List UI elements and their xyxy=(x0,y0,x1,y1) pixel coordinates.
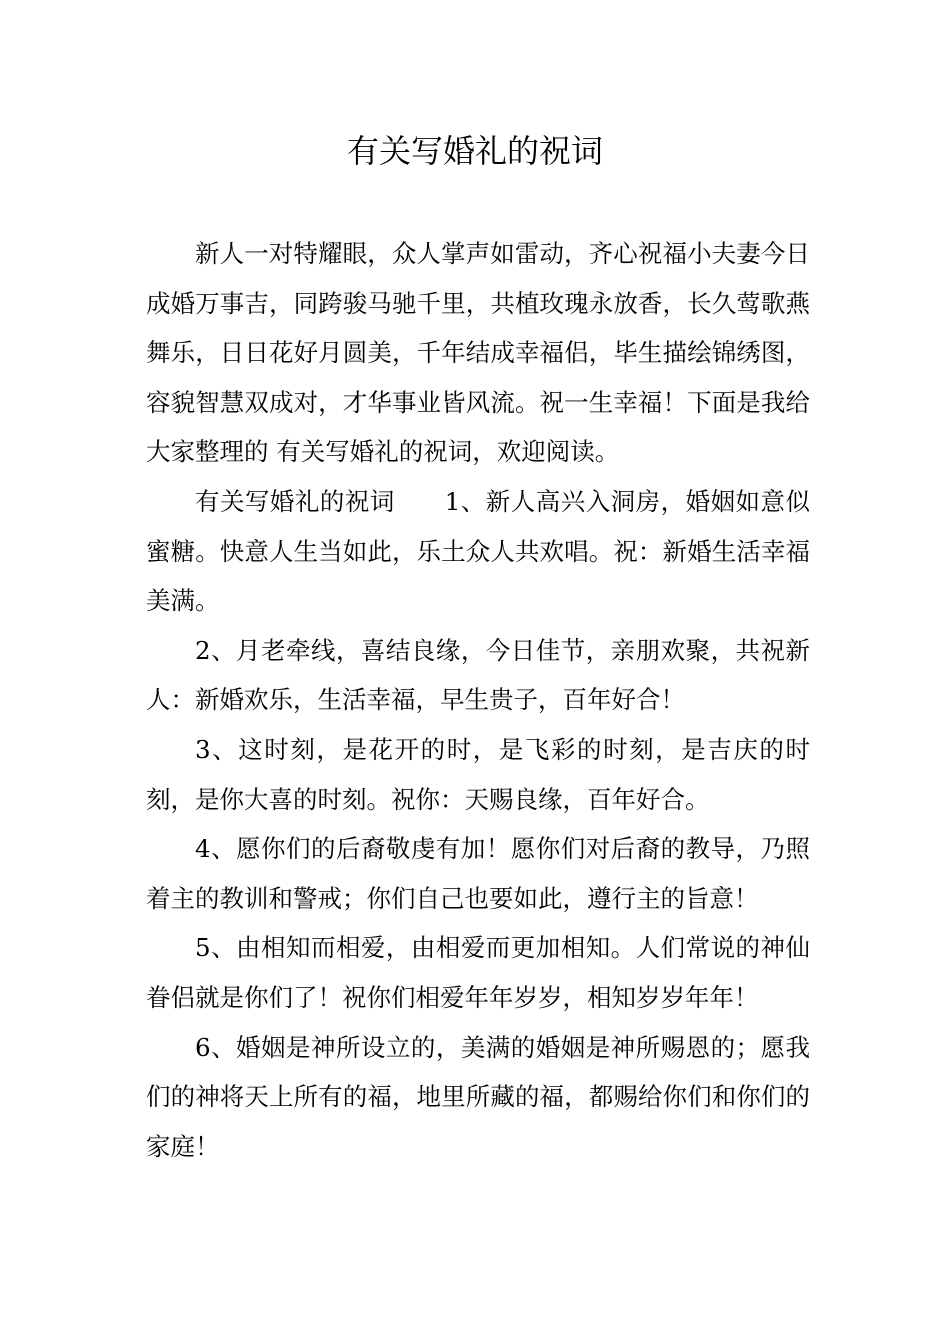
paragraph-wish-3: 3、这时刻，是花开的时，是飞彩的时刻，是吉庆的时刻，是你大喜的时刻。祝你：天赐良缘，百年好合。 xyxy=(146,734,810,814)
paragraph-intro: 新人一对特耀眼，众人掌声如雷动，齐心祝福小夫妻今日成婚万事吉，同跨骏马驰千里，共植玫瑰永放香，长久莺歌燕舞乐，日日花好月圆美，千年结成幸福侣，毕生描绘锦绣图，容貌智慧双成对，才华事业皆风流。祝一生幸福！下面是我给大家整理的 有关写婚礼的祝词，欢迎阅读。 xyxy=(146,239,810,467)
paragraph-wish-1: 有关写婚礼的祝词 1、新人高兴入洞房，婚姻如意似蜜糖。快意人生当如此，乐土众人共欢唱。祝：新婚生活幸福美满。 xyxy=(146,486,810,616)
document-title: 有关写婚礼的祝词 xyxy=(346,132,603,170)
document-body xyxy=(146,229,810,1171)
paragraph-wish-6: 6、婚姻是神所设立的，美满的婚姻是神所赐恩的；愿我们的神将天上所有的福，地里所藏的福，都赐给你们和你们的家庭！ xyxy=(146,1032,810,1161)
paragraph-wish-4: 4、愿你们的后裔敬虔有加！愿你们对后裔的教导，乃照着主的教训和警戒；你们自己也要如此，遵行主的旨意！ xyxy=(146,834,810,913)
paragraph-wish-2: 2、月老牵线，喜结良缘，今日佳节，亲朋欢聚，共祝新人：新婚欢乐，生活幸福，早生贵子，百年好合！ xyxy=(146,635,810,715)
paragraph-wish-5: 5、由相知而相爱，由相爱而更加相知。人们常说的神仙眷侣就是你们了！祝你们相爱年年岁岁，相知岁岁年年！ xyxy=(146,933,810,1012)
